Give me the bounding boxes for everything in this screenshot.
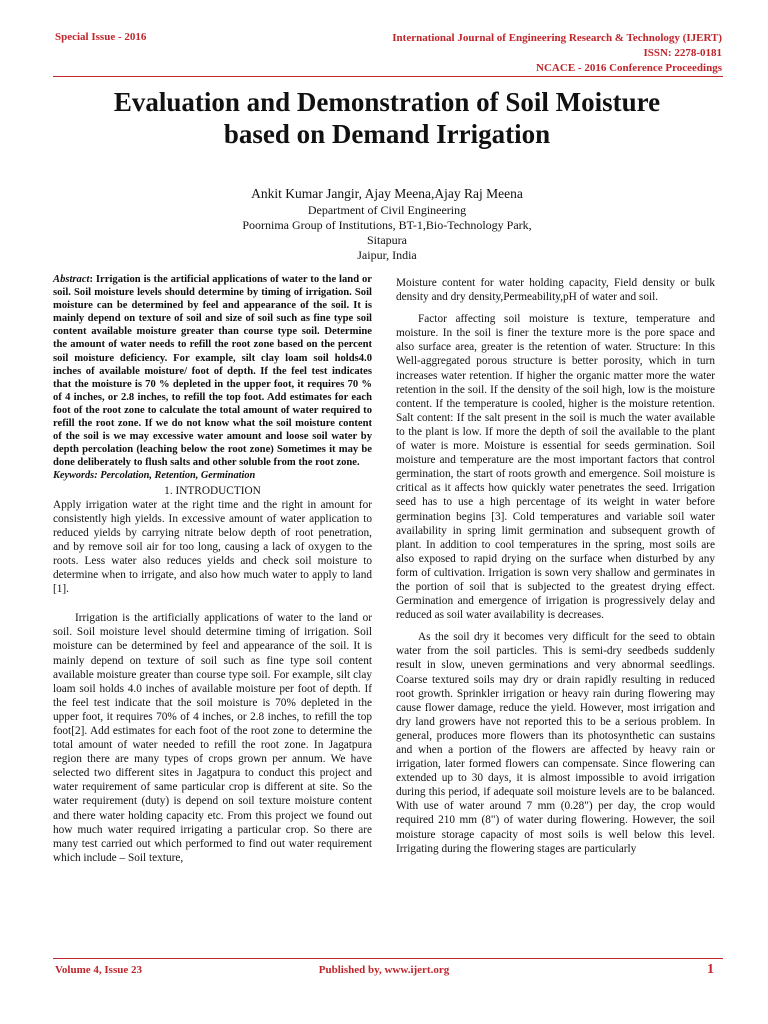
author-names: Ankit Kumar Jangir, Ajay Meena,Ajay Raj Meena (251, 186, 523, 201)
right-paragraph-3: As the soil dry it becomes very difficult for the seed to obtain water from the soil particles. This is semi-dry seedbeds suddenly result in slow, uneven germinations and very abnormal seedlings. Coarse textured soils may dry or drain rapidly resulting in reduced root growth. Sprinkler irrigation or heavy rain during flowering may cause flower damage, reduce the yield. However, most irrigation and dry land growers have not reported this to be a serious problem. In general, produces more flowers than its photosynthetic can sustains and when a portion of the flowers are affected by heavy rain or irrigation, later formed flowers can compensate. Since flowering can extended up to 30 days, it is almost impossible to avoid irrigation during this period, if adequate soil moisture levels are to be balanced. With use of water around 7 mm (0.28") per day, the crop would required 210 mm (8") of water during flowering. However, the soil moisture storage capacity of most soils is well below this level. Irrigating during the flowering stages are particularly (396, 631, 715, 855)
abstract-label: Abstract (53, 274, 90, 285)
author-block (60, 186, 714, 263)
title-line-2: based on Demand Irrigation (223, 119, 551, 149)
left-column (53, 273, 372, 865)
header-journal-info (392, 31, 722, 76)
abstract-text: : Irrigation is the artificial applications of water to the land or soil. Soil moisture levels should determine by timing of irrigation. Soil moisture can be determined by feel and appearance of the soil. It is mainly depend on texture of soil and size of soil such as fine type soil content available moisture greater than course type soil. Determine the amount of water needs to refill the root zone based on the percent soil moisture deficiency. For example, silt clay loam soil holds4.0 inches of available moisture/ foot of depth. If the feel test indicates that the moisture is 70 % depleted in the upper foot, it requires 70 % of 4 inches, or 2.8 inches, to refill the top foot. Add estimates for each foot of the root zone to calculate the total amount of water required to refill the root zone. If we do not know what the soil moisture content of the soil is we may excessive water amount and loose soil water by depth percolation (leaching below the root zone) Sometimes it may be done deliberately to flush salts and other soluble from the root zone. (53, 274, 372, 469)
affiliation-place: Sitapura (367, 233, 407, 247)
footer-publisher-link[interactable]: Published by, www.ijert.org (318, 964, 450, 976)
journal-issn: ISSN: 2278-0181 (643, 47, 722, 59)
section-heading-introduction: 1. INTRODUCTION (164, 484, 261, 497)
right-paragraph-2: Factor affecting soil moisture is texture, temperature and moisture. In the soil is finer the texture more is the pore space and also surface area, greater is the retention of water. Structure: In this Well-aggregated porous structure is better porosity, which in turn increases water retention. If higher the organic matter more the water retention in the soil. If the density of the soil high, low is the moisture content. If the temperature is cooled, higher is the moisture retention. Salt content: If the salt present in the soil is much the water available to the plant is low. If more the depth of soil the available to the plant of water is more. Moisture is essential for seeds germination. Soil moisture and temperature are the most important factors that control germination, the start of roots growth and emergence. Soil moisture is critical as it affects how quickly water penetrates the seed. Irrigation seed has to use a high percentage of its weight in water before germination begins [3]. Cold temperatures and variable soil water availability in spring limit germination and subsequent growth of plant. In addition to cool temperatures in the spring, most soils are also exposed to rapid drying on the surface when disturbed by any form of cultivation. Irrigation is sown very shallow and germinates in the portion of soil that is subjected to the greatest drying effect. Germination and emergence of irrigation is progressively delay and reduced as soil water availability is decreases. (396, 313, 715, 622)
header-divider (53, 76, 723, 77)
affiliation-dept: Department of Civil Engineering (307, 203, 467, 217)
right-column (396, 276, 715, 856)
paper-title (60, 86, 714, 150)
journal-name: International Journal of Engineering Research & Technology (IJERT) (392, 32, 722, 44)
keywords: Keywords: Percolation, Retention, Germination (53, 470, 256, 482)
header-issue-label: Special Issue - 2016 (55, 31, 147, 43)
intro-paragraph-2: Irrigation is the artificially applications of water to the land or soil. Soil moisture level should determine timing of irrigation. Soil moisture can be determined by feel and appearance of the soil. It is mainly depend on texture of soil such as fine type soil content available moisture greater than course type soil. For example, silt clay loam soil holds 4.0 inches of available moisture per foot of depth. If the feel test indicate that the soil moisture is 70% depleted in the upper foot, it requires 70% of 4 inches, or 2.8 inches, to refill the top foot[2]. Add estimates for each foot of the root zone to determine the total amount of water needed to refill the root zone. In Jagatpura region there are many types of crops grown per annum. We have selected two different sites in Jagatpura to conduct this project and water requirement of same particular crop is different at site. So the water requirement (duty) is depend on soil texture moisture content and there water holding capacity etc. From this project we found out how much water required irrigating a particular crop. So there are many test carried out which performed to find out water requirement which include – Soil texture, (53, 612, 372, 864)
intro-paragraph-1: Apply irrigation water at the right time and the right in amount for consistently high yields. In excessive amount of water application to reduced yields by carrying nitrate below depth of root penetration, and by remove soil air for too long, causing a lack of oxygen to the roots. Less water also reduces yields and check soil moisture to determine when to irrigate, and also how much water to apply to land [1]. (53, 498, 372, 596)
right-paragraph-1: Moisture content for water holding capacity, Field density or bulk density and dry density,Permeability,pH of water and soil. (396, 277, 715, 304)
footer-volume: Volume 4, Issue 23 (55, 964, 142, 976)
page-number: 1 (707, 962, 714, 977)
affiliation-org: Poornima Group of Institutions, BT-1,Bio-Technology Park, (242, 218, 532, 232)
abstract (53, 273, 372, 469)
conference-proceedings: NCACE - 2016 Conference Proceedings (536, 62, 722, 74)
title-line-1: Evaluation and Demonstration of Soil Moisture (113, 87, 661, 117)
footer-divider (53, 958, 723, 959)
affiliation-city: Jaipur, India (357, 248, 417, 262)
